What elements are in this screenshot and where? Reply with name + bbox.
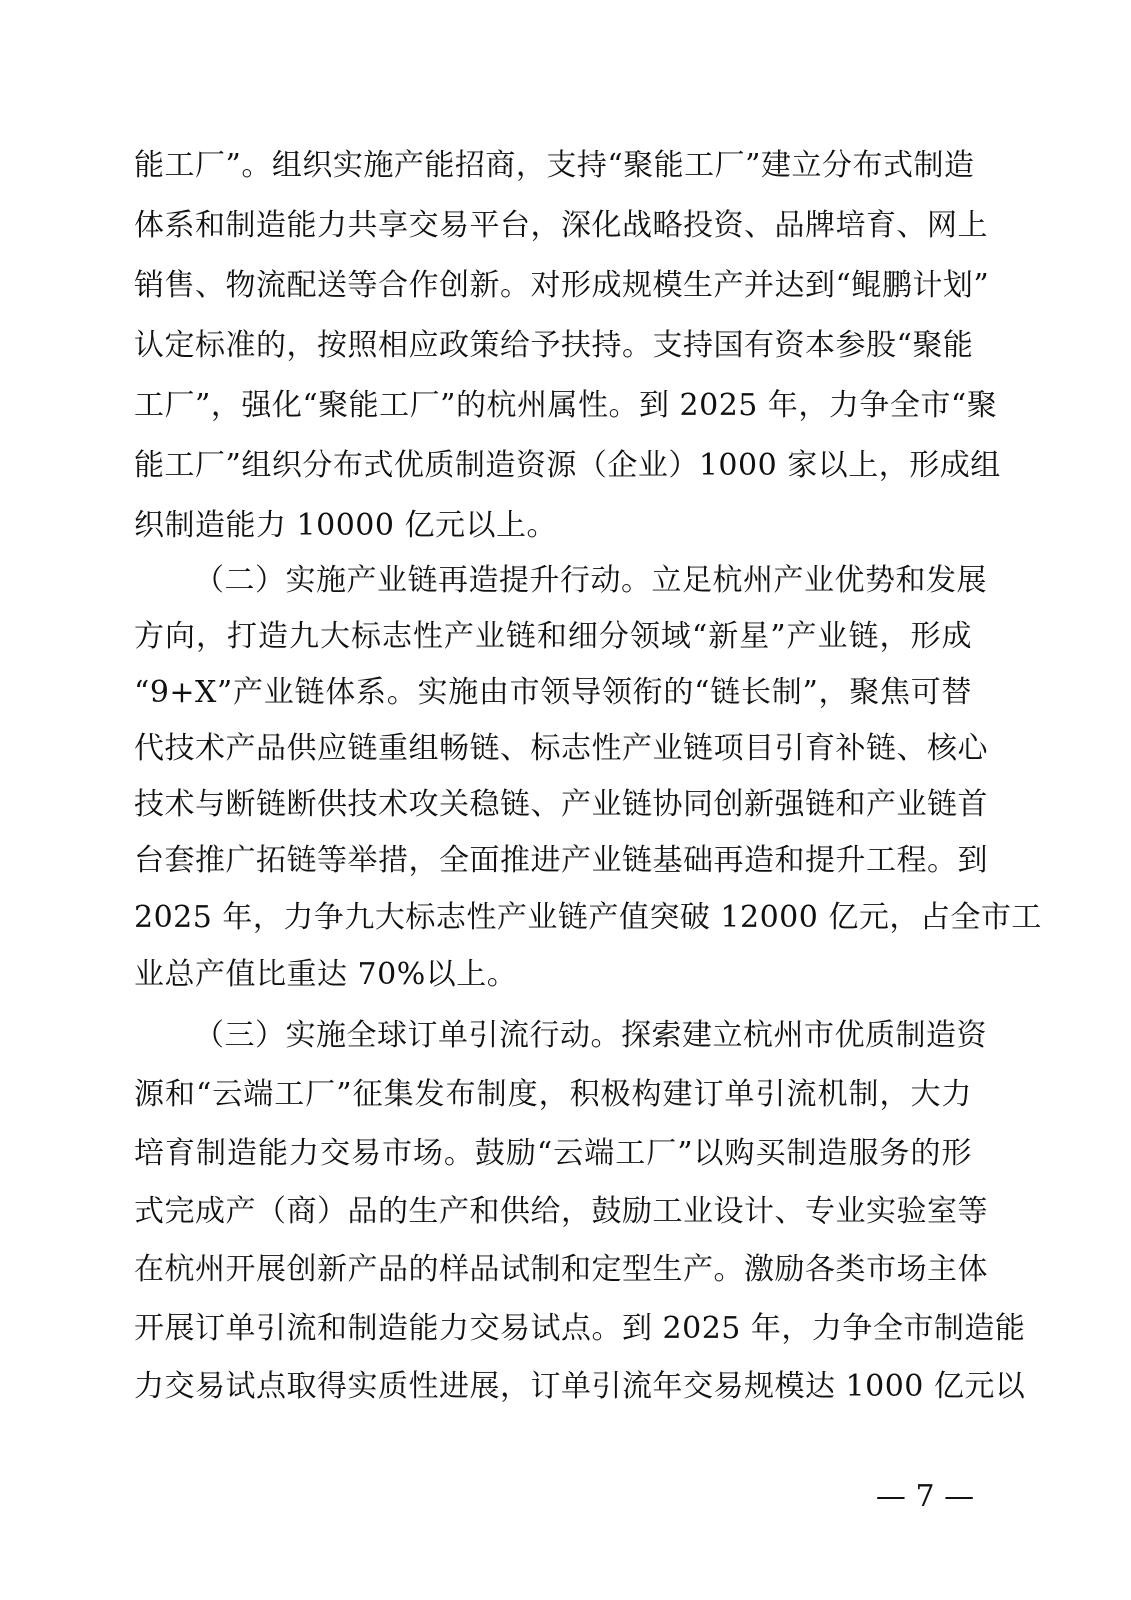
text-line: 认定标准的，按照相应政策给予扶持。支持国有资本参股“聚能: [134, 328, 974, 363]
text-line: 能工厂”。组织实施产能招商，支持“聚能工厂”建立分布式制造: [134, 148, 975, 183]
text-line: 业总产值比重达 70%以上。: [134, 957, 518, 992]
text-line: “9+X”产业链体系。实施由市领导领衔的“链长制”，聚焦可替: [134, 675, 972, 710]
text-line: 2025 年，力争九大标志性产业链产值突破 12000 亿元，占全市工: [134, 900, 1042, 935]
text-line: 式完成产（商）品的生产和供给，鼓励工业设计、专业实验室等: [134, 1194, 988, 1229]
text-line: 体系和制造能力共享交易平台，深化战略投资、品牌培育、网上: [134, 208, 988, 243]
text-line: 代技术产品供应链重组畅链、标志性产业链项目引育补链、核心: [134, 731, 988, 766]
text-line: 在杭州开展创新产品的样品试制和定型生产。激励各类市场主体: [134, 1252, 988, 1287]
text-line: 销售、物流配送等合作创新。对形成规模生产并达到“鲲鹏计划”: [134, 268, 990, 303]
text-line: 源和“云端工厂”征集发布制度，积极构建订单引流机制，大力: [134, 1077, 972, 1112]
text-line: 工厂”，强化“聚能工厂”的杭州属性。到 2025 年，力争全市“聚: [134, 388, 998, 423]
text-line: 力交易试点取得实质性进展，订单引流年交易规模达 1000 亿元以: [134, 1369, 1026, 1404]
text-line: 台套推广拓链等举措，全面推进产业链基础再造和提升工程。到: [134, 843, 988, 878]
text-line: 能工厂”组织分布式优质制造资源（企业）1000 家以上，形成组: [134, 448, 1001, 483]
text-line: 培育制造能力交易市场。鼓励“云端工厂”以购买制造服务的形: [134, 1136, 972, 1171]
text-line: 方向，打造九大标志性产业链和细分领域“新星”产业链，形成: [134, 619, 972, 654]
page-number: — 7 —: [875, 1479, 975, 1514]
text-line: （二）实施产业链再造提升行动。立足杭州产业优势和发展: [194, 563, 987, 598]
text-line: （三）实施全球订单引流行动。探索建立杭州市优质制造资: [194, 1018, 987, 1053]
text-line: 开展订单引流和制造能力交易试点。到 2025 年，力争全市制造能: [134, 1311, 1026, 1346]
text-line: 织制造能力 10000 亿元以上。: [134, 508, 558, 543]
text-line: 技术与断链断供技术攻关稳链、产业链协同创新强链和产业链首: [134, 787, 988, 822]
